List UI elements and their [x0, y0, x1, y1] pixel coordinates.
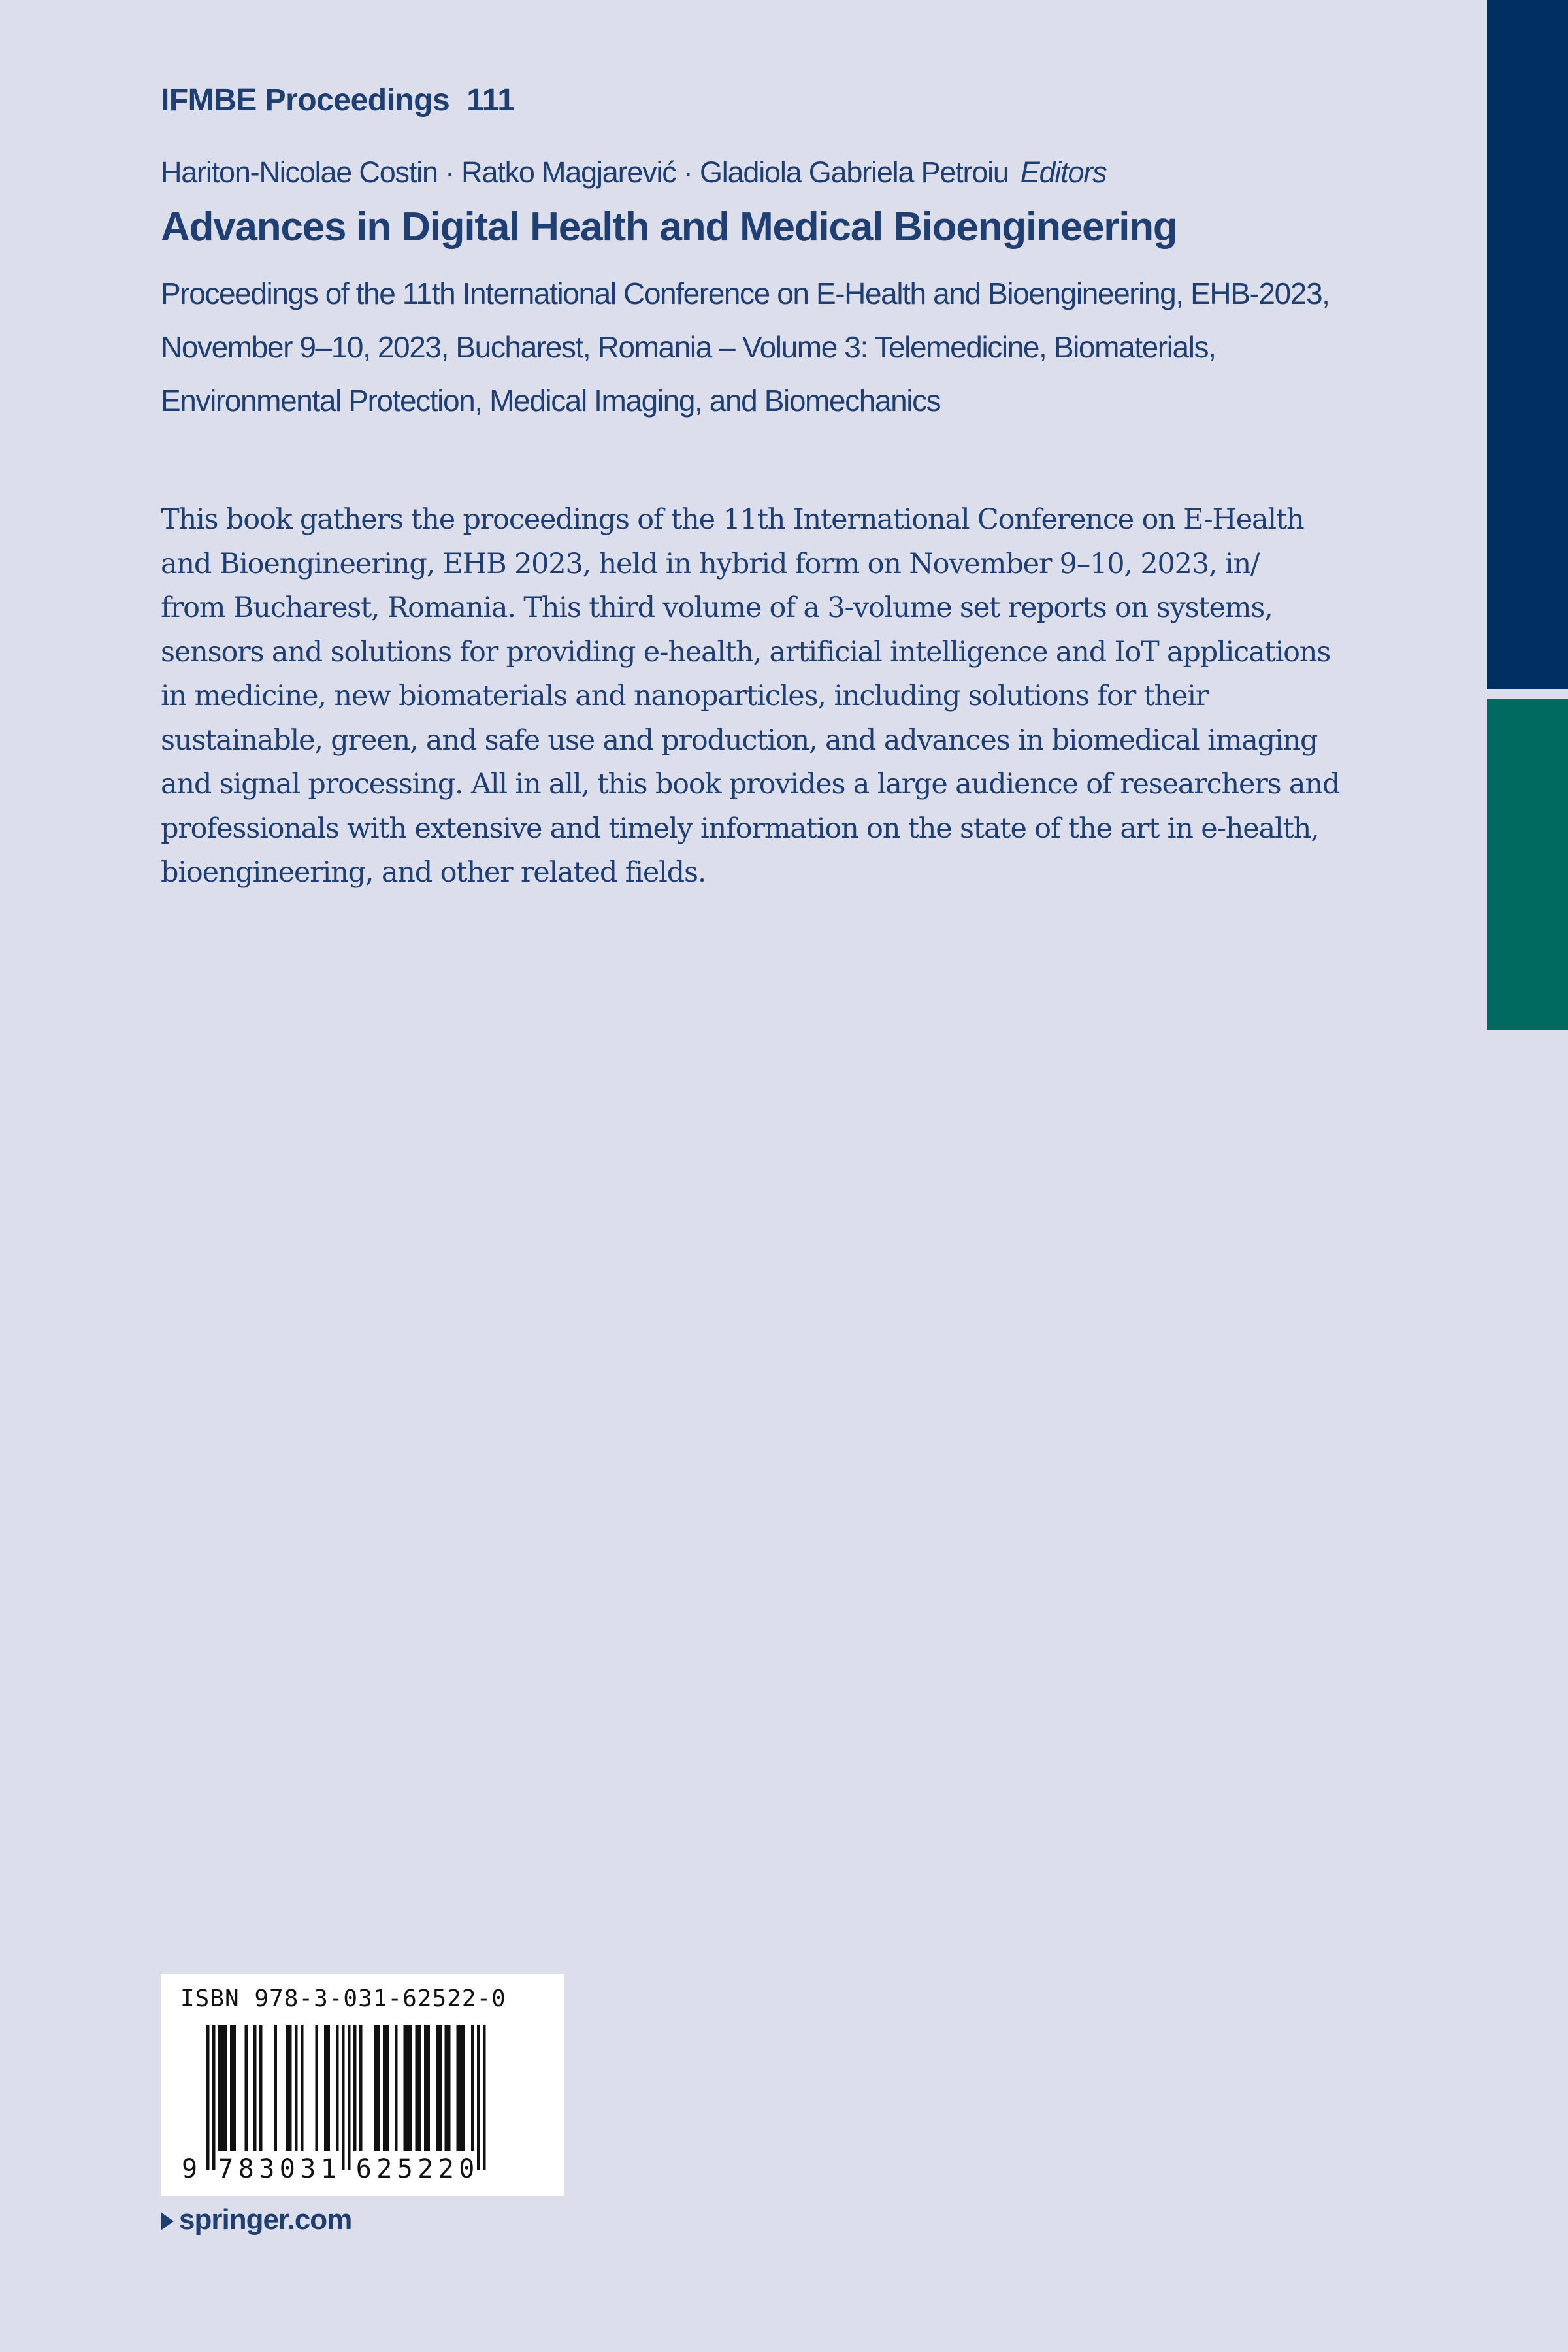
- series-number: 111: [466, 83, 515, 118]
- barcode-bar: [404, 2025, 413, 2151]
- barcode-bar: [395, 2025, 398, 2151]
- barcode-digit: 0: [279, 2154, 295, 2184]
- barcode-bar: [483, 2025, 486, 2170]
- barcode-digit: 8: [238, 2154, 254, 2184]
- barcode-bar: [230, 2025, 236, 2151]
- barcode-bar: [245, 2025, 248, 2151]
- barcode-digit: 1: [320, 2154, 336, 2184]
- description-line: This book gathers the proceedings of the 11th International Conference on E-Health: [161, 503, 1304, 536]
- barcode-bar: [359, 2025, 363, 2151]
- editors-line: [161, 156, 1106, 190]
- barcode-bar: [374, 2025, 380, 2151]
- cover-stripe-bottom: [1487, 699, 1568, 1030]
- barcode-bar: [342, 2025, 345, 2170]
- barcode-digit: 2: [438, 2154, 454, 2184]
- barcode-bar: [436, 2025, 442, 2151]
- barcode-digit: 0: [459, 2154, 475, 2184]
- description-line: and signal processing. All in all, this book provides a large audience of researchers and: [161, 768, 1340, 801]
- barcode-graphic: [161, 1974, 564, 2196]
- editors-role: Editors: [1020, 156, 1107, 189]
- barcode-digit: 3: [300, 2154, 316, 2184]
- subtitle-line: November 9–10, 2023, Bucharest, Romania – Volume 3: Telemedicine, Biomaterials,: [161, 330, 1216, 364]
- barcode-digit: 2: [417, 2154, 434, 2184]
- barcode-bar: [416, 2025, 421, 2151]
- barcode-bar: [301, 2025, 304, 2151]
- description-line: sensors and solutions for providing e-health, artificial intelligence and IoT applications: [161, 635, 1331, 669]
- barcode-bar: [286, 2025, 292, 2151]
- barcode-bar: [218, 2025, 227, 2151]
- barcode-bar: [316, 2025, 319, 2151]
- barcode-bar: [353, 2025, 357, 2151]
- barcode-bar: [259, 2025, 263, 2151]
- barcode-digit: 7: [218, 2154, 234, 2184]
- cover-stripe-top: [1487, 0, 1568, 689]
- barcode-bar: [424, 2025, 430, 2151]
- barcode-bar: [295, 2025, 298, 2151]
- description-line: from Bucharest, Romania. This third volume of a 3-volume set reports on systems,: [161, 591, 1273, 624]
- editor-names: Hariton-Nicolae Costin · Ratko Magjarević · Gladiola Gabriela Petroiu: [161, 156, 1009, 189]
- series-line: [161, 82, 515, 118]
- barcode-bar: [477, 2025, 480, 2170]
- description-line: in medicine, new biomaterials and nanoparticles, including solutions for their: [161, 680, 1209, 712]
- subtitle-line: Proceedings of the 11th International Conference on E-Health and Bioengineering, EHB-2023,: [161, 276, 1330, 310]
- book-title: Advances in Digital Health and Medical Bioengineering: [161, 205, 1177, 250]
- barcode-bar: [336, 2025, 339, 2151]
- barcode-digit: 5: [397, 2154, 413, 2184]
- barcode-bar: [324, 2025, 330, 2151]
- barcode-bar: [206, 2025, 210, 2170]
- barcode-bar: [274, 2025, 278, 2151]
- isbn-barcode: [161, 1974, 564, 2196]
- book-description: [161, 498, 1369, 895]
- description-line: professionals with extensive and timely information on the state of the art in e-health,: [161, 812, 1319, 845]
- barcode-digit: 2: [376, 2154, 393, 2184]
- description-line: and Bioengineering, EHB 2023, held in hybrid form on November 9–10, 2023, in/: [161, 547, 1260, 580]
- barcode-digit-first: 9: [181, 2154, 198, 2184]
- barcode-digit: 3: [259, 2154, 275, 2184]
- book-subtitle: [161, 267, 1337, 427]
- description-line: sustainable, green, and safe use and production, and advances in biomedical imaging: [161, 723, 1318, 757]
- barcode-digit: 6: [355, 2154, 372, 2184]
- description-line: bioengineering, and other related fields.: [161, 856, 706, 889]
- barcode-bar: [471, 2025, 474, 2151]
- barcode-bar: [383, 2025, 389, 2151]
- barcode-bar: [253, 2025, 257, 2151]
- barcode-bar: [445, 2025, 451, 2151]
- publisher-link[interactable]: [161, 2204, 351, 2236]
- subtitle-line: Environmental Protection, Medical Imaging, and Biomechanics: [161, 384, 941, 418]
- barcode-bar: [348, 2025, 351, 2170]
- isbn-label: ISBN 978-3-031-62522-0: [180, 1985, 506, 2012]
- barcode-bar: [457, 2025, 466, 2151]
- publisher-link-text: springer.com: [179, 2204, 352, 2236]
- triangle-arrow-icon: [161, 2212, 174, 2230]
- barcode-bar: [212, 2025, 216, 2170]
- series-name: IFMBE Proceedings: [161, 83, 450, 118]
